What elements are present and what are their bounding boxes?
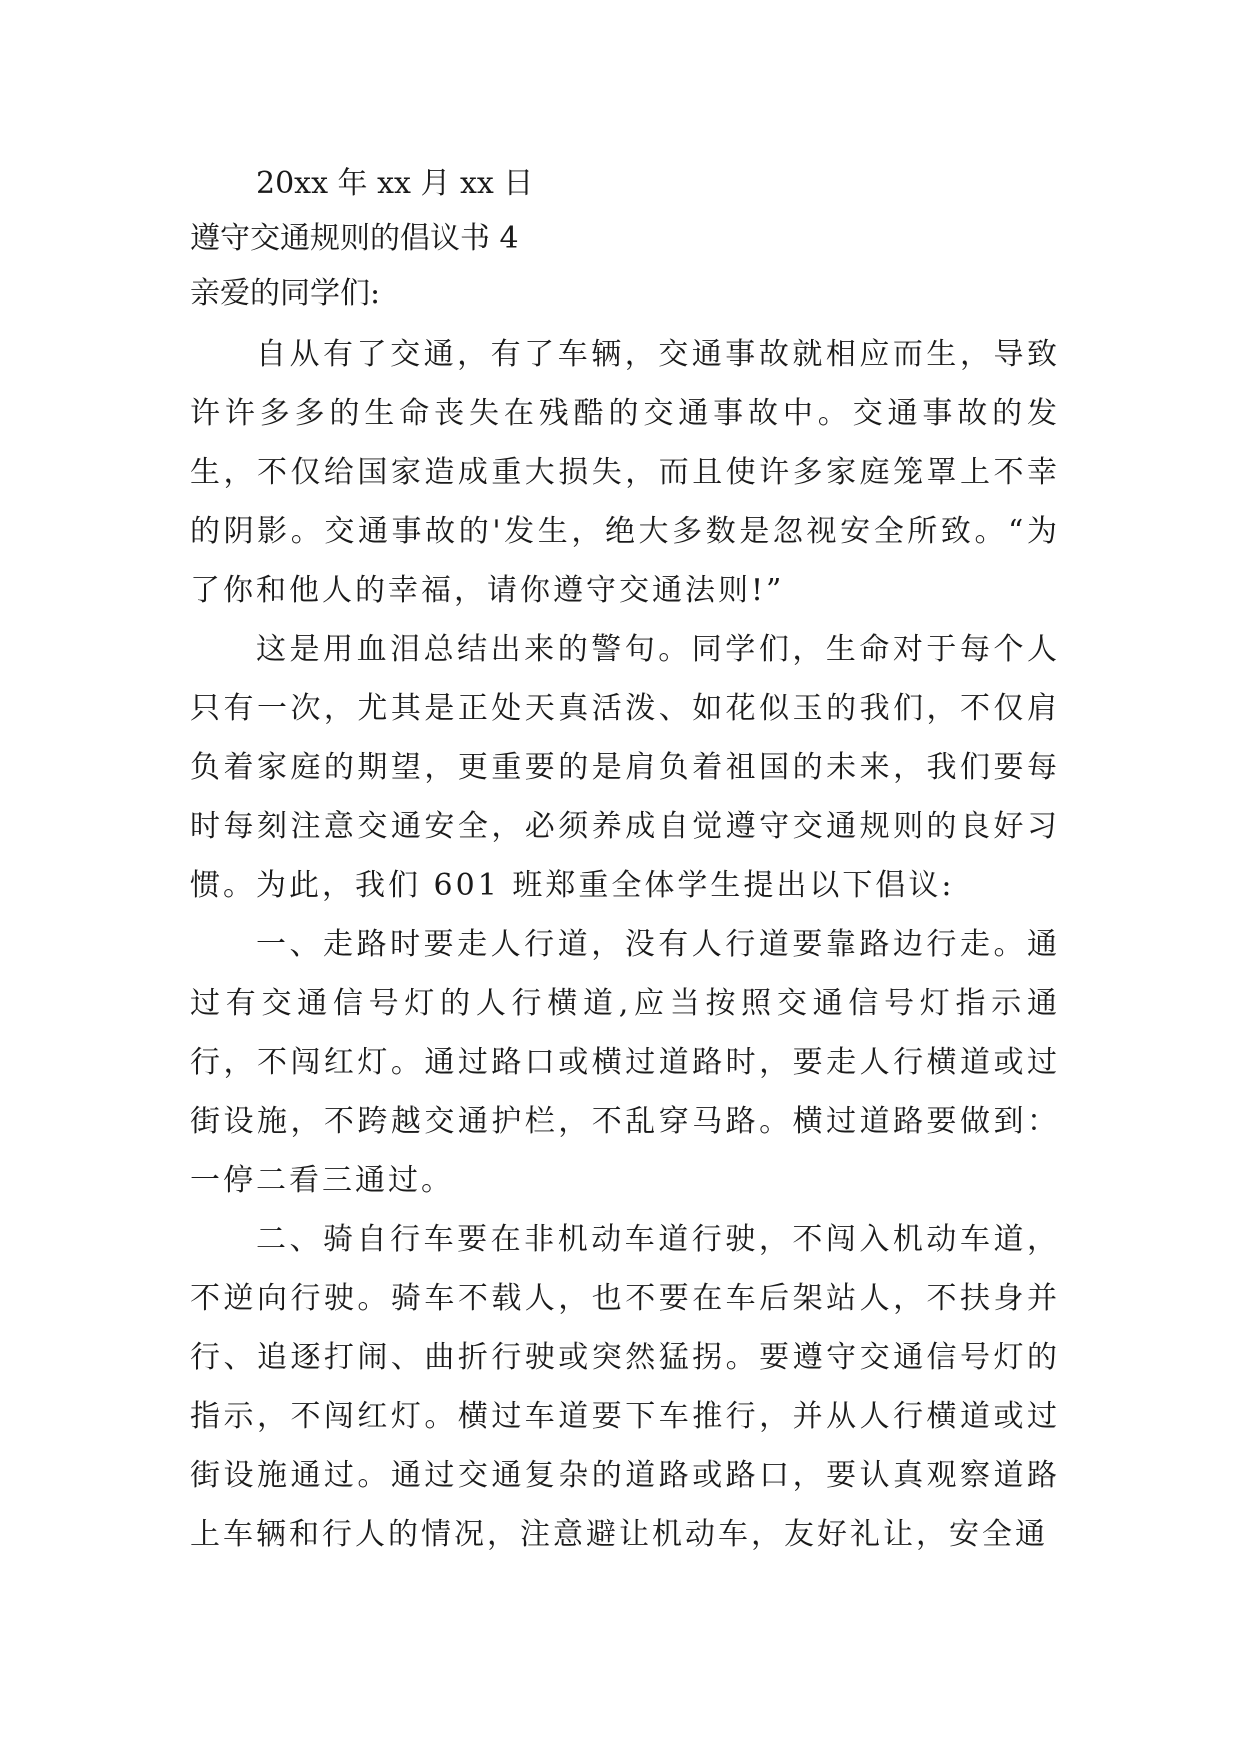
document-page <box>190 160 1060 1564</box>
paragraph-3: 一、走路时要走人行道，没有人行道要靠路边行走。通过有交通信号灯的人行横道,应当按照交通信号灯指示通行，不闯红灯。通过路口或横过道路时，要走人行横道或过街设施，不跨越交通护栏，不乱穿马路。横过道路要做到：一停二看三通过。 <box>190 927 1060 1198</box>
paragraph-1: 自从有了交通，有了车辆，交通事故就相应而生，导致许许多多的生命丧失在残酷的交通事故中。交通事故的发生，不仅给国家造成重大损失，而且使许多家庭笼罩上不幸的阴影。交通事故的'发生，绝大多数是忽视安全所致。“为了你和他人的幸福，请你遵守交通法则!” <box>190 337 1060 608</box>
document-date: 20xx 年 xx 月 xx 日 <box>256 166 534 201</box>
paragraph-2: 这是用血泪总结出来的警句。同学们，生命对于每个人只有一次，尤其是正处天真活泼、如花似玉的我们，不仅肩负着家庭的期望，更重要的是肩负着祖国的未来，我们要每时每刻注意交通安全，必须养成自觉遵守交通规则的良好习惯。为此，我们 601 班郑重全体学生提出以下倡议: <box>190 632 1060 903</box>
document-title: 遵守交通规则的倡议书 4 <box>190 221 519 256</box>
document-salutation: 亲爱的同学们: <box>190 276 381 311</box>
paragraph-4: 二、骑自行车要在非机动车道行驶，不闯入机动车道，不逆向行驶。骑车不载人，也不要在车后架站人，不扶身并行、追逐打闹、曲折行驶或突然猛拐。要遵守交通信号灯的指示，不闯红灯。横过车道要下车推行，并从人行横道或过街设施通过。通过交通复杂的道路或路口，要认真观察道路上车辆和行人的情况，注意避让机动车，友好礼让，安全通 <box>190 1222 1060 1552</box>
